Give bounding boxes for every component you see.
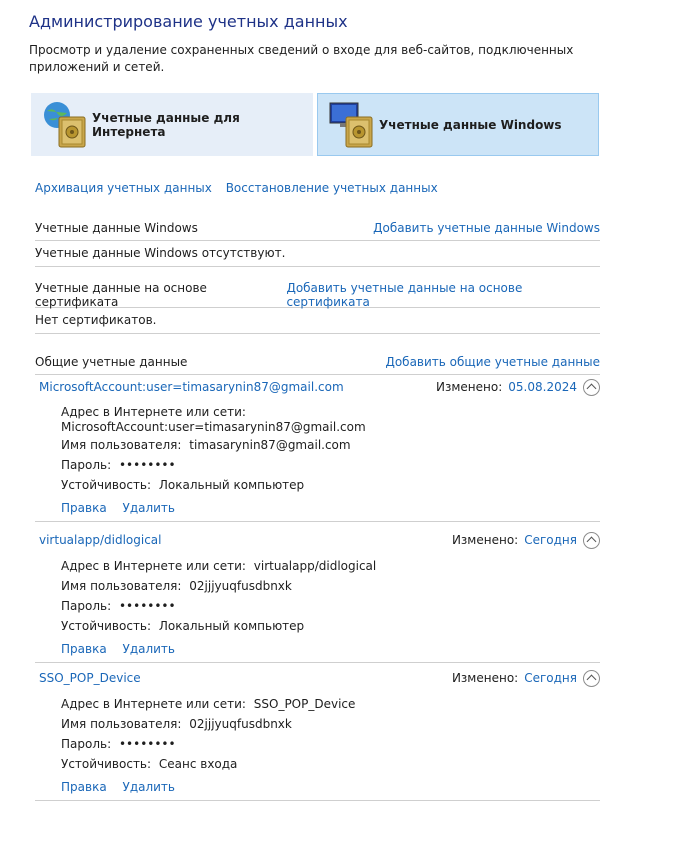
username-row [61, 576, 600, 596]
web-credentials-tile[interactable] [31, 93, 313, 156]
modified-label: Изменено: [451, 533, 519, 547]
address-label: Адрес в Интернете или сети: [61, 405, 246, 419]
address-value: MicrosoftAccount:user=timasarynin87@gmail.com [61, 420, 366, 434]
page-title: Администрирование учетных данных [29, 12, 348, 31]
page-description: Просмотр и удаление сохраненных сведений о входе для веб-сайтов, подключенных приложений и сетей. [29, 43, 574, 74]
address-label: Адрес в Интернете или сети: [61, 559, 246, 573]
generic-credentials-section [35, 349, 600, 375]
address-row [61, 694, 600, 714]
password-label: Пароль: [61, 599, 112, 613]
username-label: Имя пользователя: [61, 579, 182, 593]
windows-credentials-empty: Учетные данные Windows отсутствуют. [35, 241, 600, 267]
persistence-label: Устойчивость: [61, 478, 152, 492]
collapse-chevron-icon[interactable] [583, 670, 600, 687]
credential-name[interactable]: MicrosoftAccount:user=timasarynin87@gmail.com [39, 380, 344, 394]
persistence-row [61, 754, 600, 774]
add-windows-credential-link[interactable]: Добавить учетные данные Windows [373, 220, 600, 235]
modified-label: Изменено: [436, 380, 503, 394]
add-generic-credential-link[interactable]: Добавить общие учетные данные [385, 354, 600, 369]
persistence-value: Локальный компьютер [158, 619, 305, 633]
password-label: Пароль: [61, 458, 112, 472]
edit-link[interactable]: Правка [61, 501, 107, 515]
password-value: •••••••• [118, 599, 176, 613]
modified-label: Изменено: [451, 671, 519, 685]
credential-item [35, 528, 600, 663]
address-value: SSO_POP_Device [253, 697, 356, 711]
password-row [61, 734, 600, 754]
address-value: virtualapp/didlogical [253, 559, 377, 573]
persistence-row [61, 616, 600, 636]
remove-link[interactable]: Удалить [122, 501, 175, 515]
globe-vault-icon [39, 99, 91, 151]
windows-credentials-section [35, 215, 600, 267]
add-certificate-credential-link[interactable]: Добавить учетные данные на основе сертификата [286, 280, 523, 309]
edit-link[interactable]: Правка [61, 780, 107, 794]
collapse-chevron-icon[interactable] [583, 532, 600, 549]
address-label: Адрес в Интернете или сети: [61, 697, 246, 711]
credential-item [35, 375, 600, 522]
address-row [61, 556, 600, 576]
edit-link[interactable]: Правка [61, 642, 107, 656]
restore-credentials-link[interactable]: Восстановление учетных данных [225, 181, 438, 195]
username-row [61, 714, 600, 734]
remove-link[interactable]: Удалить [122, 642, 175, 656]
credential-name[interactable]: virtualapp/didlogical [39, 533, 162, 547]
windows-credentials-tile[interactable] [317, 93, 599, 156]
remove-link[interactable]: Удалить [122, 780, 175, 794]
username-label: Имя пользователя: [61, 438, 182, 452]
password-value: •••••••• [118, 458, 176, 472]
persistence-value: Сеанс входа [158, 757, 238, 771]
credential-name[interactable]: SSO_POP_Device [39, 671, 141, 685]
persistence-label: Устойчивость: [61, 619, 152, 633]
password-row [61, 455, 600, 475]
certificate-credentials-section [35, 282, 600, 334]
password-label: Пароль: [61, 737, 112, 751]
address-row [61, 405, 600, 435]
certificate-credentials-heading: Учетные данные на основе сертификата [35, 280, 207, 309]
persistence-row [61, 475, 600, 495]
generic-credentials-heading: Общие учетные данные [35, 354, 188, 369]
persistence-label: Устойчивость: [61, 757, 152, 771]
modified-date: Сегодня [524, 533, 577, 547]
windows-credentials-label: Учетные данные Windows [379, 117, 562, 132]
username-value: 02jjjyuqfusdbnxk [189, 579, 292, 593]
password-row [61, 596, 600, 616]
certificate-credentials-empty: Нет сертификатов. [35, 308, 600, 334]
modified-date: Сегодня [524, 671, 577, 685]
persistence-value: Локальный компьютер [158, 478, 305, 492]
username-value: 02jjjyuqfusdbnxk [189, 717, 292, 731]
modified-date: 05.08.2024 [508, 380, 577, 394]
username-value: timasarynin87@gmail.com [189, 438, 351, 452]
backup-credentials-link[interactable]: Архивация учетных данных [35, 181, 212, 195]
username-label: Имя пользователя: [61, 717, 182, 731]
windows-credentials-heading: Учетные данные Windows [35, 220, 198, 235]
username-row [61, 435, 600, 455]
monitor-vault-icon [326, 99, 378, 151]
web-credentials-label: Учетные данные для Интернета [92, 110, 240, 139]
collapse-chevron-icon[interactable] [583, 379, 600, 396]
credential-item [35, 666, 600, 801]
password-value: •••••••• [118, 737, 176, 751]
top-links [35, 181, 448, 195]
